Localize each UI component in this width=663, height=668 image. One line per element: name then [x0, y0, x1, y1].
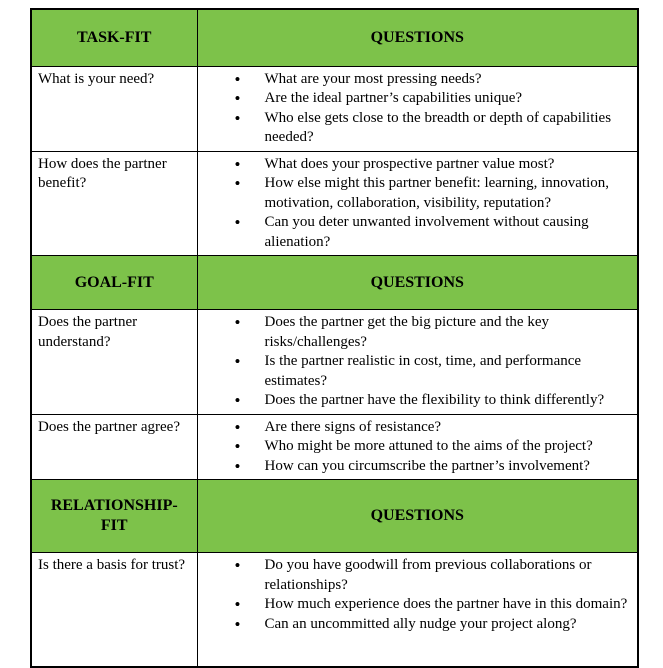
row-label-partner-agree: Does the partner agree?	[31, 414, 197, 480]
question-item: • How much experience does the partner have in this domain?	[235, 595, 632, 615]
task-fit-questions-header-cell: QUESTIONS	[197, 9, 638, 66]
goal-fit-questions-header-cell: QUESTIONS	[197, 256, 638, 310]
question-item: • Does the partner get the big picture and the key risks/challenges?	[235, 313, 632, 352]
questions-cell-partner-agree	[197, 414, 638, 480]
row-label-partner-understand: Does the partner understand?	[31, 310, 197, 415]
table-row-trust	[31, 553, 638, 667]
relationship-fit-header-cell: RELATIONSHIP-FIT	[31, 480, 197, 553]
question-list	[198, 313, 632, 411]
question-item: • Is the partner realistic in cost, time, and performance estimates?	[235, 352, 632, 391]
question-item: • Can you deter unwanted involvement without causing alienation?	[235, 213, 632, 252]
question-list	[198, 418, 632, 477]
table-row-need	[31, 66, 638, 151]
question-item: • Does the partner have the flexibility to think differently?	[235, 391, 632, 411]
row-label-need: What is your need?	[31, 66, 197, 151]
question-item: • Who else gets close to the breadth or depth of capabilities needed?	[235, 109, 632, 148]
questions-cell-trust	[197, 553, 638, 667]
question-item: • Do you have goodwill from previous collaborations or relationships?	[235, 556, 632, 595]
task-fit-header-cell: TASK-FIT	[31, 9, 197, 66]
questions-cell-partner-understand	[197, 310, 638, 415]
fit-questions-table	[30, 8, 639, 668]
question-item: • Are there signs of resistance?	[235, 418, 632, 438]
table-row-partner-benefit	[31, 151, 638, 256]
section-header-relationship-fit	[31, 480, 638, 553]
fit-questions-table-container	[30, 8, 639, 668]
question-item: • What are your most pressing needs?	[235, 70, 632, 90]
questions-cell-partner-benefit	[197, 151, 638, 256]
question-item: • How can you circumscribe the partner’s involvement?	[235, 457, 632, 477]
table-row-partner-understand	[31, 310, 638, 415]
question-item: • What does your prospective partner value most?	[235, 155, 632, 175]
section-header-task-fit	[31, 9, 638, 66]
question-item: • Who might be more attuned to the aims of the project?	[235, 437, 632, 457]
row-label-partner-benefit: How does the partner benefit?	[31, 151, 197, 256]
question-list	[198, 556, 632, 634]
question-item: • Can an uncommitted ally nudge your project along?	[235, 615, 632, 635]
question-item: • Are the ideal partner’s capabilities unique?	[235, 89, 632, 109]
goal-fit-header-cell: GOAL-FIT	[31, 256, 197, 310]
question-item: • How else might this partner benefit: learning, innovation, motivation, collaboration, visibility, reputation?	[235, 174, 632, 213]
question-list	[198, 155, 632, 253]
question-list	[198, 70, 632, 148]
section-header-goal-fit	[31, 256, 638, 310]
row-label-trust: Is there a basis for trust?	[31, 553, 197, 667]
table-row-partner-agree	[31, 414, 638, 480]
questions-cell-need	[197, 66, 638, 151]
relationship-fit-questions-header-cell: QUESTIONS	[197, 480, 638, 553]
